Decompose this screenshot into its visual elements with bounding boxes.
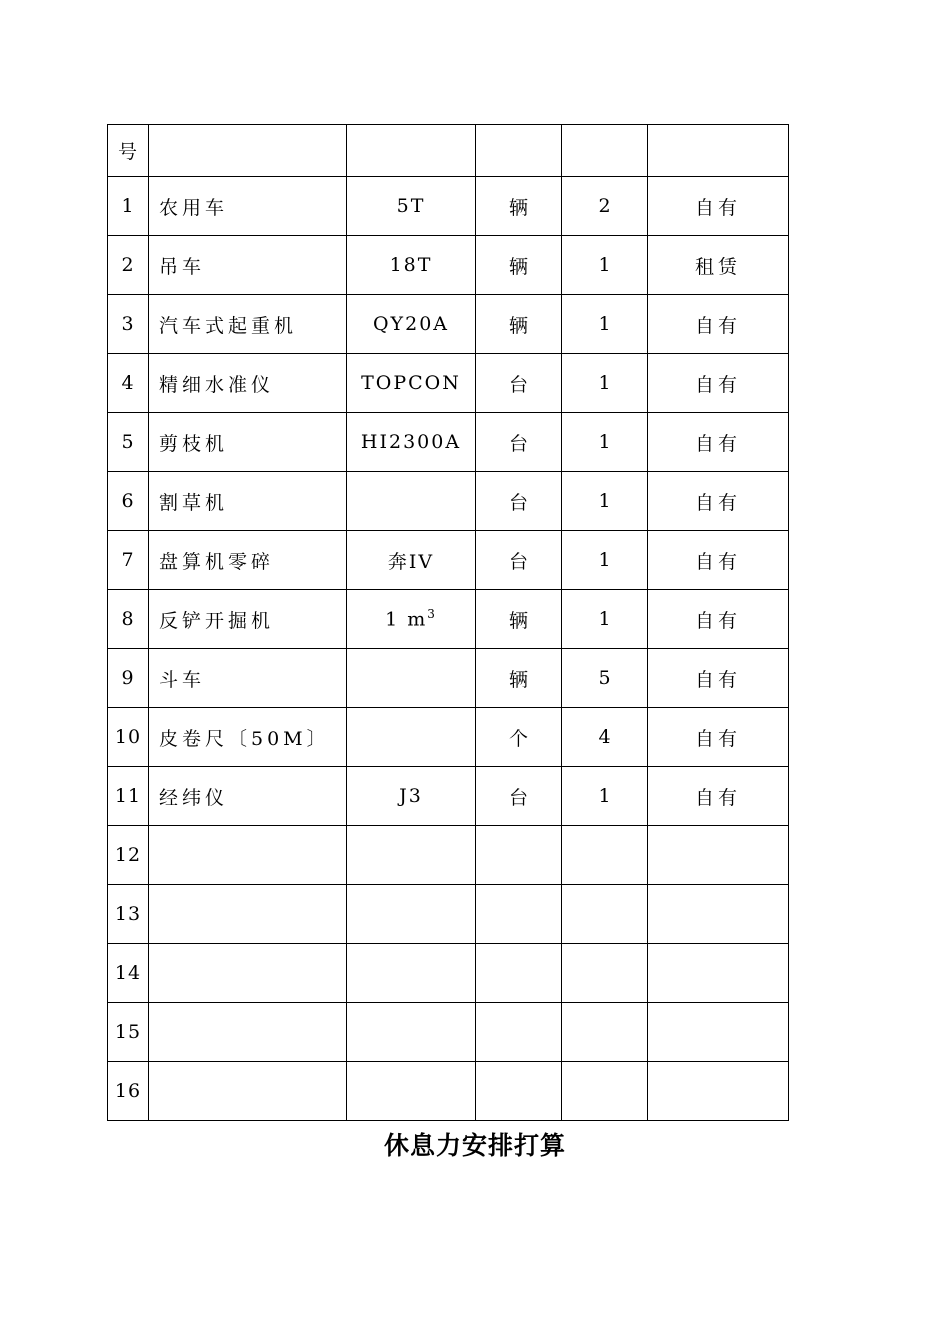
quantity-cell: 1 <box>562 236 648 295</box>
row-number-cell: 6 <box>108 472 149 531</box>
model-cell: TOPCON <box>347 354 476 413</box>
ownership-cell <box>648 885 789 944</box>
unit-cell: 台 <box>476 413 562 472</box>
row-number-cell: 8 <box>108 590 149 649</box>
quantity-cell <box>562 1062 648 1121</box>
row-number-cell: 1 <box>108 177 149 236</box>
model-cell <box>347 826 476 885</box>
quantity-cell: 1 <box>562 354 648 413</box>
equipment-name-cell: 割草机 <box>149 472 347 531</box>
equipment-name-cell <box>149 944 347 1003</box>
ownership-cell: 自有 <box>648 531 789 590</box>
unit-cell <box>476 1003 562 1062</box>
quantity-cell <box>562 826 648 885</box>
equipment-name-cell: 精细水准仪 <box>149 354 347 413</box>
equipment-name-cell: 汽车式起重机 <box>149 295 347 354</box>
model-cell <box>347 1003 476 1062</box>
ownership-cell <box>648 944 789 1003</box>
table-row <box>108 177 789 236</box>
equipment-name-cell <box>149 826 347 885</box>
unit-cell: 辆 <box>476 177 562 236</box>
quantity-cell: 4 <box>562 708 648 767</box>
section-title: 休息力安排打算 <box>383 1131 566 1160</box>
equipment-name-cell <box>149 1003 347 1062</box>
ownership-cell <box>648 1062 789 1121</box>
quantity-cell <box>562 944 648 1003</box>
row-number-cell: 13 <box>108 885 149 944</box>
quantity-cell: 1 <box>562 531 648 590</box>
model-cell <box>347 1062 476 1121</box>
row-number-cell: 11 <box>108 767 149 826</box>
table-row <box>108 295 789 354</box>
equipment-name-cell: 斗车 <box>149 649 347 708</box>
header-qty-cell <box>562 125 648 177</box>
unit-cell <box>476 826 562 885</box>
header-unit-cell <box>476 125 562 177</box>
table-row <box>108 1062 789 1121</box>
equipment-name-cell <box>149 885 347 944</box>
table-row <box>108 885 789 944</box>
ownership-cell: 自有 <box>648 590 789 649</box>
model-cell <box>347 944 476 1003</box>
model-cell: QY20A <box>347 295 476 354</box>
model-cell: J3 <box>347 767 476 826</box>
unit-cell: 个 <box>476 708 562 767</box>
row-number-cell: 7 <box>108 531 149 590</box>
equipment-name-cell: 吊车 <box>149 236 347 295</box>
unit-cell <box>476 1062 562 1121</box>
table-row <box>108 767 789 826</box>
header-own-cell <box>648 125 789 177</box>
unit-cell: 辆 <box>476 590 562 649</box>
ownership-cell: 租赁 <box>648 236 789 295</box>
row-number-cell: 12 <box>108 826 149 885</box>
unit-cell: 台 <box>476 531 562 590</box>
model-cell: 18T <box>347 236 476 295</box>
equipment-name-cell: 皮卷尺〔50M〕 <box>149 708 347 767</box>
ownership-cell: 自有 <box>648 708 789 767</box>
quantity-cell <box>562 1003 648 1062</box>
unit-cell: 台 <box>476 767 562 826</box>
row-number-cell: 16 <box>108 1062 149 1121</box>
unit-cell <box>476 944 562 1003</box>
quantity-cell: 5 <box>562 649 648 708</box>
header-name-cell <box>149 125 347 177</box>
quantity-cell: 1 <box>562 590 648 649</box>
quantity-cell: 1 <box>562 295 648 354</box>
unit-cell: 台 <box>476 354 562 413</box>
model-cell: 5T <box>347 177 476 236</box>
quantity-cell: 1 <box>562 472 648 531</box>
table-row <box>108 1003 789 1062</box>
table-row <box>108 590 789 649</box>
ownership-cell: 自有 <box>648 472 789 531</box>
equipment-name-cell <box>149 1062 347 1121</box>
table-row <box>108 531 789 590</box>
model-cell <box>347 708 476 767</box>
table-header-row <box>108 125 789 177</box>
table-row <box>108 944 789 1003</box>
table-row <box>108 413 789 472</box>
header-model-cell <box>347 125 476 177</box>
equipment-table-body <box>108 125 789 1121</box>
model-superscript: 3 <box>427 607 437 622</box>
quantity-cell: 2 <box>562 177 648 236</box>
ownership-cell: 自有 <box>648 295 789 354</box>
model-cell <box>347 590 476 649</box>
row-number-cell: 10 <box>108 708 149 767</box>
ownership-cell <box>648 826 789 885</box>
ownership-cell: 自有 <box>648 354 789 413</box>
model-cell <box>347 649 476 708</box>
row-number-cell: 14 <box>108 944 149 1003</box>
table-row <box>108 236 789 295</box>
equipment-name-cell: 反铲开掘机 <box>149 590 347 649</box>
header-no-cell: 号 <box>108 125 149 177</box>
table-row <box>108 472 789 531</box>
model-cell <box>347 885 476 944</box>
unit-cell <box>476 885 562 944</box>
row-number-cell: 4 <box>108 354 149 413</box>
table-row <box>108 708 789 767</box>
ownership-cell <box>648 1003 789 1062</box>
quantity-cell: 1 <box>562 767 648 826</box>
unit-cell: 辆 <box>476 236 562 295</box>
table-row <box>108 354 789 413</box>
model-cell: HI2300A <box>347 413 476 472</box>
ownership-cell: 自有 <box>648 767 789 826</box>
equipment-name-cell: 盘算机零碎 <box>149 531 347 590</box>
ownership-cell: 自有 <box>648 413 789 472</box>
row-number-cell: 5 <box>108 413 149 472</box>
row-number-cell: 9 <box>108 649 149 708</box>
model-value: 1 m <box>385 608 428 631</box>
model-cell <box>347 472 476 531</box>
row-number-cell: 3 <box>108 295 149 354</box>
quantity-cell: 1 <box>562 413 648 472</box>
unit-cell: 辆 <box>476 295 562 354</box>
unit-cell: 台 <box>476 472 562 531</box>
table-row <box>108 649 789 708</box>
ownership-cell: 自有 <box>648 649 789 708</box>
equipment-name-cell: 剪枝机 <box>149 413 347 472</box>
equipment-name-cell: 经纬仪 <box>149 767 347 826</box>
model-cell: 奔IV <box>347 531 476 590</box>
row-number-cell: 2 <box>108 236 149 295</box>
row-number-cell: 15 <box>108 1003 149 1062</box>
ownership-cell: 自有 <box>648 177 789 236</box>
table-row <box>108 826 789 885</box>
equipment-name-cell: 农用车 <box>149 177 347 236</box>
equipment-table <box>107 124 789 1121</box>
quantity-cell <box>562 885 648 944</box>
unit-cell: 辆 <box>476 649 562 708</box>
